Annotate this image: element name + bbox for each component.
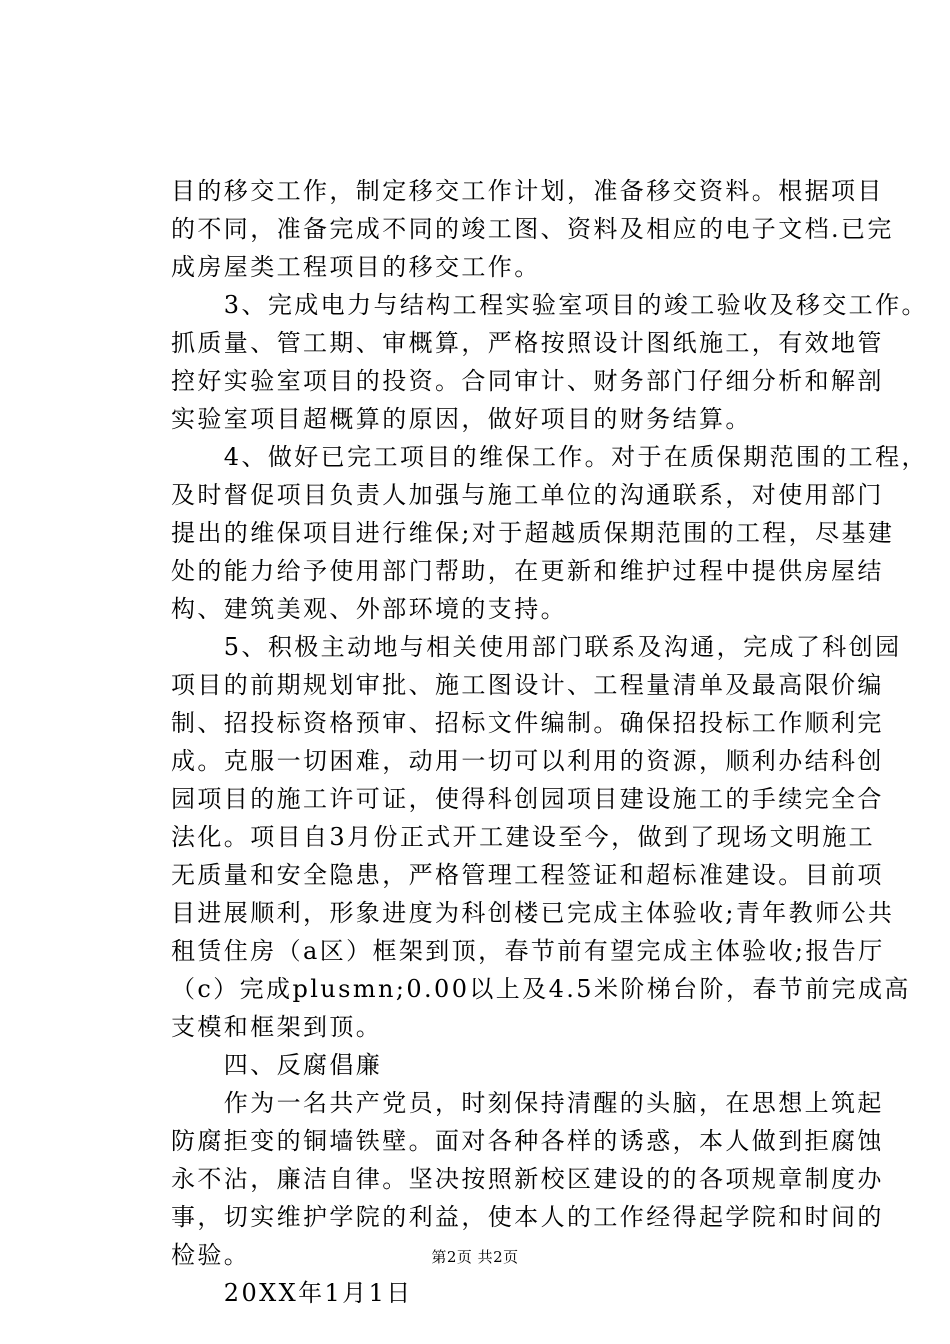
text-line: 作为一名共产党员，时刻保持清醒的头脑，在思想上筑起 <box>171 1089 884 1117</box>
text-line: 目进展顺利，形象进度为科创楼已完成主体验收;青年教师公共 <box>171 899 895 927</box>
text-line: 提出的维保项目进行维保;对于超越质保期范围的工程，尽基建 <box>171 519 895 547</box>
text-line: 处的能力给予使用部门帮助，在更新和维护过程中提供房屋结 <box>171 557 884 585</box>
text-line: 实验室项目超概算的原因，做好项目的财务结算。 <box>171 405 752 433</box>
text-line: 5、积极主动地与相关使用部门联系及沟通，完成了科创园 <box>171 633 902 661</box>
section-heading: 四、反腐倡廉 <box>171 1051 383 1079</box>
text-line: 防腐拒变的铜墙铁壁。面对各种各样的诱惑，本人做到拒腐蚀 <box>171 1127 884 1155</box>
text-line: 园项目的施工许可证，使得科创园项目建设施工的手续完全合 <box>171 785 884 813</box>
text-line: 租赁住房（a区）框架到顶，春节前有望完成主体验收;报告厅 <box>171 937 885 965</box>
text-line: 3、完成电力与结构工程实验室项目的竣工验收及移交工作。 <box>171 291 928 319</box>
text-line: 抓质量、管工期、审概算，严格按照设计图纸施工，有效地管 <box>171 329 884 357</box>
text-line: 的不同，准备完成不同的竣工图、资料及相应的电子文档.已完 <box>171 215 894 243</box>
text-line: 法化。项目自3月份正式开工建设至今，做到了现场文明施工 <box>171 823 876 851</box>
text-line: 支模和框架到顶。 <box>171 1013 383 1041</box>
text-line: 检验。 <box>171 1241 251 1269</box>
text-line: 无质量和安全隐患，严格管理工程签证和超标准建设。目前项 <box>171 861 884 889</box>
text-line: 制、招投标资格预审、招标文件编制。确保招投标工作顺利完 <box>171 709 884 737</box>
page-number-footer: 第2页 共2页 <box>431 1248 519 1266</box>
text-line: （c）完成plusmn;0.00以上及4.5米阶梯台阶，春节前完成高 <box>171 975 911 1003</box>
text-line: 永不沾，廉洁自律。坚决按照新校区建设的的各项规章制度办 <box>171 1165 884 1193</box>
text-line: 项目的前期规划审批、施工图设计、工程量清单及最高限价编 <box>171 671 884 699</box>
text-line: 目的移交工作，制定移交工作计划，准备移交资料。根据项目 <box>171 177 884 205</box>
text-line: 及时督促项目负责人加强与施工单位的沟通联系，对使用部门 <box>171 481 884 509</box>
text-line: 控好实验室项目的投资。合同审计、财务部门仔细分析和解剖 <box>171 367 884 395</box>
text-line: 4、做好已完工项目的维保工作。对于在质保期范围的工程， <box>171 443 928 471</box>
text-line: 事，切实维护学院的利益，使本人的工作经得起学院和时间的 <box>171 1203 884 1231</box>
text-line: 构、建筑美观、外部环境的支持。 <box>171 595 567 623</box>
document-date: 20XX年1月1日 <box>171 1279 413 1307</box>
document-body <box>171 172 928 1312</box>
text-line: 成房屋类工程项目的移交工作。 <box>171 253 541 281</box>
text-line: 成。克服一切困难，动用一切可以利用的资源，顺利办结科创 <box>171 747 884 775</box>
